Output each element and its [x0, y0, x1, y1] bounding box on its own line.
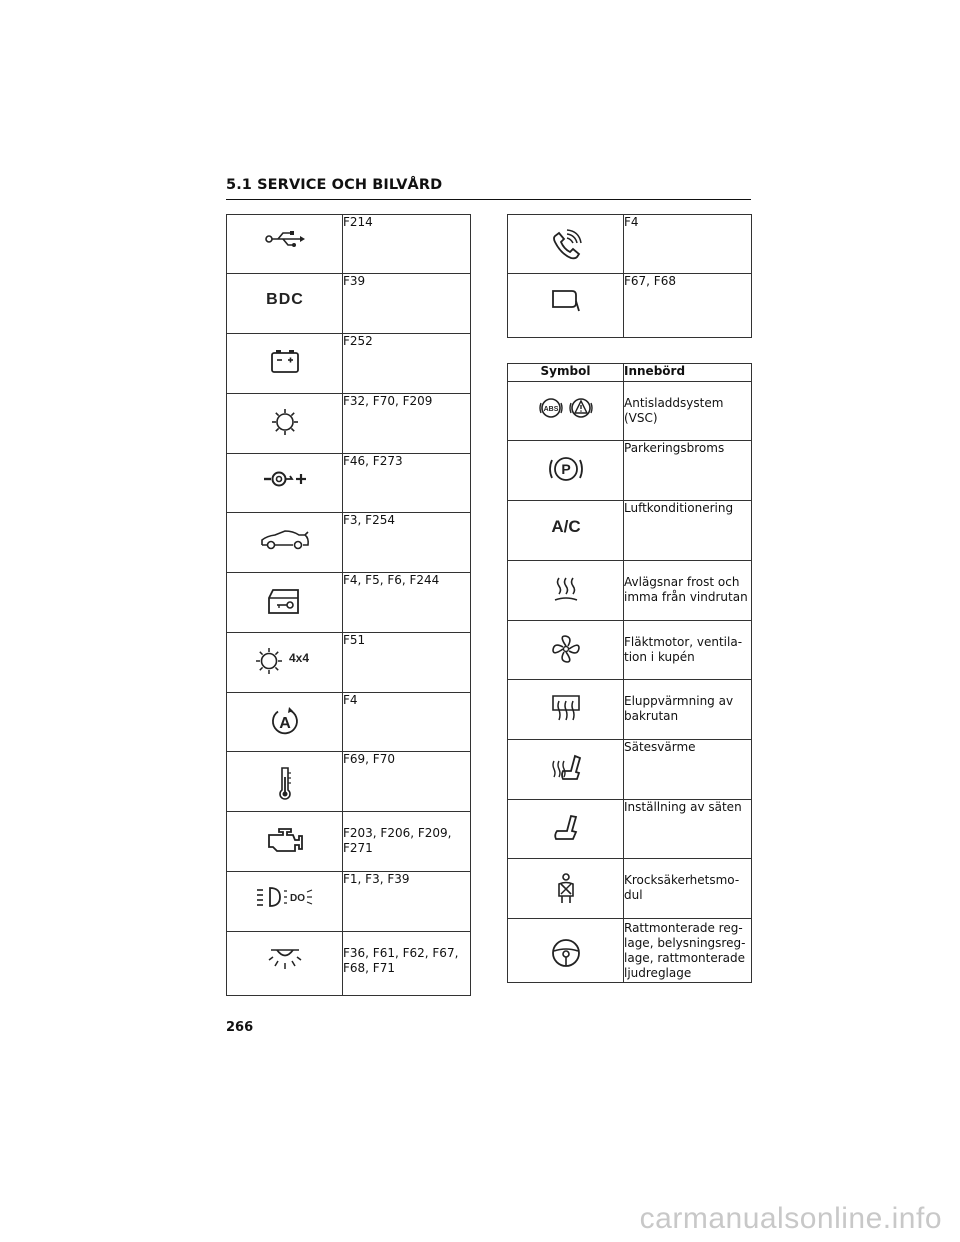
car-trunk-icon [259, 526, 311, 552]
symbol-header: Symbol [508, 364, 624, 382]
header-divider [226, 199, 751, 200]
table-row [227, 752, 471, 812]
symbol-meaning: Avlägsnar frost och imma från vindrutan [624, 561, 752, 621]
symbol-meaning: Krocksäkerhetsmo-dul [624, 859, 752, 919]
fuse-list: F46, F273 [343, 454, 471, 513]
table-row [508, 919, 752, 983]
table-row [508, 800, 752, 859]
table-row [508, 561, 752, 621]
fuse-list: F252 [343, 334, 471, 394]
seat-heater-icon [549, 753, 583, 785]
table-row [227, 215, 471, 274]
table-row [227, 334, 471, 394]
table-row [227, 633, 471, 693]
symbol-meaning: Fläktmotor, ventila-tion i kupén [624, 621, 752, 680]
4x4-label: 4x4 [288, 651, 309, 665]
fuse-list: F39 [343, 274, 471, 334]
table-row [227, 513, 471, 573]
ac-icon [546, 514, 586, 538]
battery-icon [268, 347, 302, 375]
symbol-meaning: Inställning av säten [624, 800, 752, 859]
headlight-drl-icon [256, 885, 314, 909]
symbol-meaning: Sätesvärme [624, 740, 752, 800]
usb-icon [263, 228, 307, 250]
thermometer-icon [275, 765, 295, 801]
table-row [227, 932, 471, 996]
gear-sun-icon [270, 407, 300, 437]
key-fob-icon [262, 467, 308, 491]
abs-vsc-icon [538, 395, 594, 421]
symbol-table [507, 363, 752, 983]
gear-4x4-icon [255, 646, 315, 676]
symbol-meaning: Parkeringsbroms [624, 441, 752, 501]
table-row [227, 573, 471, 633]
fuse-list: F51 [343, 633, 471, 693]
table-row [508, 441, 752, 501]
auto-stop-icon [269, 706, 301, 738]
fuse-list: F4 [343, 693, 471, 752]
mirror-icon [550, 287, 582, 313]
table-row [508, 382, 752, 441]
table-row [508, 859, 752, 919]
table-header-row [508, 364, 752, 382]
airbag-icon [553, 872, 579, 906]
windshield-defrost-icon [552, 574, 580, 604]
table-row [227, 454, 471, 513]
engine-icon [265, 825, 305, 853]
table-row [508, 680, 752, 740]
fuse-list: F3, F254 [343, 513, 471, 573]
table-row [508, 501, 752, 561]
fuse-list: F69, F70 [343, 752, 471, 812]
fuse-list: F4, F5, F6, F244 [343, 573, 471, 633]
fuse-list: F203, F206, F209, F271 [343, 812, 471, 872]
symbol-meaning: Antisladdsystem (VSC) [624, 382, 752, 441]
watermark: carmanualsonline.info [639, 1202, 942, 1235]
fan-icon [551, 634, 581, 664]
fuse-list: F36, F61, F62, F67, F68, F71 [343, 932, 471, 996]
fuse-list: F214 [343, 215, 471, 274]
fuse-table-left [226, 214, 471, 996]
table-row [227, 872, 471, 932]
abs-label: ABS [543, 406, 558, 413]
page-number: 266 [226, 1020, 254, 1035]
door-key-icon [265, 586, 305, 616]
symbol-meaning: Luftkonditionering [624, 501, 752, 561]
fuse-table-right [507, 214, 752, 338]
table-row [227, 812, 471, 872]
bdc-icon [265, 287, 305, 309]
rear-defrost-icon [550, 693, 582, 723]
symbol-meaning: Eluppvärmning av bakrutan [624, 680, 752, 740]
seat-adjust-icon [551, 813, 581, 843]
phone-icon [549, 228, 583, 262]
table-row [227, 274, 471, 334]
fuse-list: F4 [624, 215, 752, 274]
ac-label: A/C [550, 517, 581, 536]
table-row [508, 274, 752, 338]
table-row [227, 394, 471, 454]
table-row [508, 621, 752, 680]
parking-label: P [560, 461, 571, 477]
table-row [227, 693, 471, 752]
fuse-list: F32, F70, F209 [343, 394, 471, 454]
table-row [508, 740, 752, 800]
fuse-list: F1, F3, F39 [343, 872, 471, 932]
fuse-list: F67, F68 [624, 274, 752, 338]
svg-text:BDC: BDC [265, 291, 304, 308]
table-row [508, 215, 752, 274]
symbol-meaning: Rattmonterade reg-lage, belysningsreg-lage, rattmonterade ljudreglage [624, 919, 752, 983]
steering-wheel-icon [550, 937, 582, 969]
interior-light-icon [267, 945, 303, 973]
meaning-header: Innebörd [624, 364, 752, 382]
section-title: 5.1 SERVICE OCH BILVÅRD [226, 177, 443, 193]
svg-text:DO: DO [289, 893, 305, 904]
auto-stop-label: A [278, 715, 291, 732]
parking-brake-icon [546, 454, 586, 484]
